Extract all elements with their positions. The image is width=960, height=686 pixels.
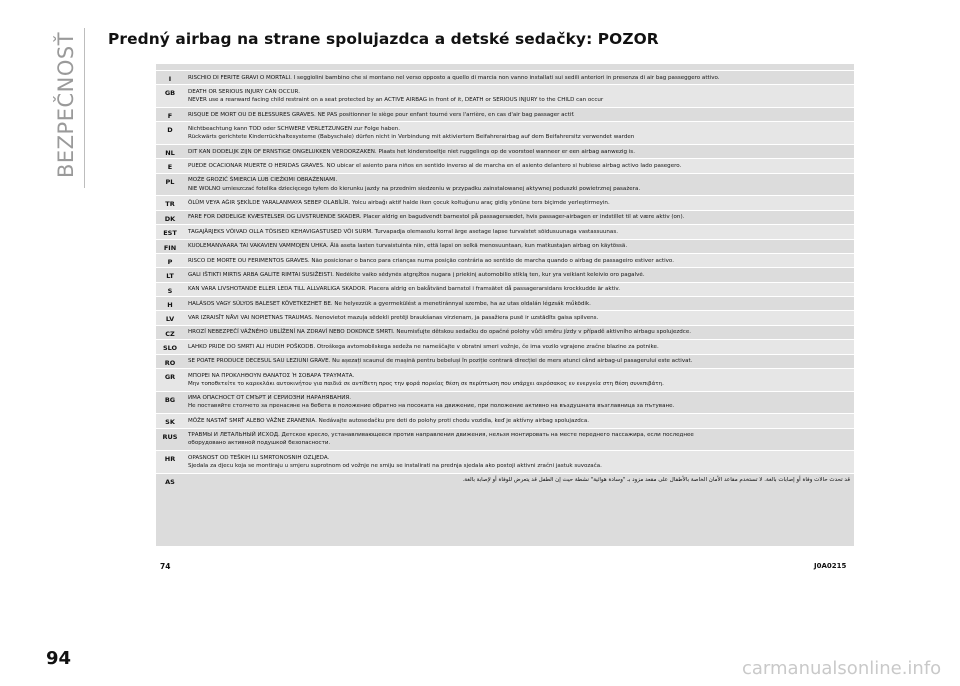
table-row xyxy=(156,339,854,353)
language-code: BG xyxy=(164,395,176,404)
warning-text: MÔŽE NASTAŤ SMRŤ ALEBO VÁŽNE ZRANENIA. Nedávajte autosedačku pre deti do polohy proti chodu vozidla, keď je aktívny airbag spolujazdca. xyxy=(188,417,590,424)
table-row xyxy=(156,224,854,238)
language-code: FIN xyxy=(163,243,177,252)
language-code: D xyxy=(167,126,173,135)
table-row xyxy=(156,473,854,487)
language-code: AS xyxy=(165,477,175,486)
watermark: carmanualsonline.info xyxy=(742,658,942,679)
language-code: PL xyxy=(165,177,175,186)
table-row xyxy=(156,253,854,267)
warning-text: ИМА ОПАСНОСТ ОТ СМЪРТ И СЕРИОЗНИ НАРАНЯВАНИЯ. Не поставяйте столчето за пренасяне на бебета в положение обратно на посоката на движение, при положение активно на въздушната възглавница за пътуване. xyxy=(188,395,675,410)
warning-text: FARE FOR DØDELIGE KVÆSTELSER OG LIVSTRUENDE SKADER. Placer aldrig en bagudvendt barnestol på passagersædet, hvis passager-airbagen er indstillet til at være aktiv (on). xyxy=(188,214,685,221)
warning-text: HALÁSOS VAGY SÚLYOS BALESET KÖVETKEZHET BE. Ne helyezzük a gyermekülést a menetiránnyal szembe, ha az utas oldalán légzsák működik. xyxy=(188,300,591,307)
language-code: EST xyxy=(163,229,177,238)
warning-text: OPASNOST OD TEŠKIH ILI SMRTONOSNIH OZLJEDA. Sjedala za djecu koja se montiraju u smjeru suprotnom od vožnje ne smiju se instalirati na prednja sjedala ako postoji aktivni zračni jastuk suvozača. xyxy=(188,454,602,469)
table-row xyxy=(156,210,854,224)
table-row xyxy=(156,144,854,158)
table-row xyxy=(156,391,854,414)
warning-text: TAGAJÄRJEKS VÕIVAD OLLA TÕSISED KEHAVIGASTUSED VÕI SURM. Turvapadja olemasolu korral ärge asetage lapse turvaistet sõidusuunaga vastassuunas. xyxy=(188,228,618,235)
language-code: SLO xyxy=(162,344,178,353)
warning-text: HROZÍ NEBEZPEČÍ VÁŽNÉHO UBLÍŽENÍ NA ZDRAVÍ NEBO DOKONCE SMRTI. Neumisťujte dětskou sedačku do opačné polohy vůči směru jízdy v případě aktivního airbagu spolujezdce. xyxy=(188,329,692,336)
warning-text: Nichtbeachtung kann TOD oder SCHWERE VERLETZUNGEN zur Folge haben. Rückwärts gerichtete Kinderrückhaltesysteme (Babyschale) dürfen nicht in Verbindung mit aktiviertem Beifahrerairbag auf dem Beifahrersitz verwendet warden xyxy=(188,125,635,141)
language-code: TR xyxy=(165,200,175,209)
figure-number: 74 xyxy=(160,562,171,571)
warning-text: PUEDE OCACIONAR MUERTE O HERIDAS GRAVES. NO ubicar el asiento para niños en sentido inverso al de marcha en el asiento delantero si hubiese airbag activo lado pasegero. xyxy=(188,162,682,169)
language-code: I xyxy=(168,75,172,83)
language-code: E xyxy=(167,163,173,172)
table-row xyxy=(156,368,854,391)
warning-text: DIT KAN DODELIJK ZIJN OF ERNSTIGE ONGELUKKEN VEROORZAKEN. Plaats het kinderstoeltje niet ruggelings op de voorstoel wanneer er een airbag aanwezig is. xyxy=(188,148,635,155)
warning-text: ТРАВМЫ И ЛЕТАЛЬНЫЙ ИСХОД. Детское кресло, устанавливающееся против направления движения, нельзя монтировать на месте переднего пассажира, если последнее оборудовано активной подушкой безопасности. xyxy=(188,432,694,447)
language-code: GR xyxy=(164,373,176,382)
side-divider xyxy=(84,28,85,188)
page-number: 94 xyxy=(46,648,72,669)
table-row xyxy=(156,267,854,281)
table-row xyxy=(156,84,854,107)
warning-text: MOŻE GROZIĆ ŚMIERCIA LUB CIEŻKIMI OBRAŻENIAMI. NIE WOLNO umieszczać fotelika dziecięcego tyłem do kierunku jazdy na przednim siedzeniu w przypadku zainstalowanej aktywnej poduszki powietrznej pasażera. xyxy=(188,177,641,192)
warning-text: LAHKO PRIDE DO SMRTI ALI HUDIH POŠKODB. Otroškega avtomobilskega sedeža ne nameščajte v obratni smeri vožnje, če ima vozilo vgrajene zračne blazine za potnike. xyxy=(188,343,659,350)
figure-code: J0A0215 xyxy=(814,562,847,570)
table-row xyxy=(156,70,854,84)
table-row xyxy=(156,450,854,473)
warning-text: RISQUE DE MORT OU DE BLESSURES GRAVES. NE PAS positionner le siège pour enfant tourné vers l'arrière, en cas d'air bag passager actif. xyxy=(188,111,575,118)
table-row xyxy=(156,195,854,209)
table-row xyxy=(156,428,854,451)
language-code: S xyxy=(167,286,173,295)
table-row xyxy=(156,413,854,427)
warning-text: SE POATE PRODUCE DECESUL SAU LEZIUNI GRAVE. Nu așezați scaunul de mașină pentru bebeluși în poziție contrară direcției de mers atunci când airbag-ul pasagerului este activat. xyxy=(188,358,693,365)
table-row xyxy=(156,107,854,121)
table-row xyxy=(156,354,854,368)
warning-text: DEATH OR SERIOUS INJURY CAN OCCUR. NEVER use a rearward facing child restraint on a seat protected by an ACTIVE AIRBAG in front of it, DEATH or SERIOUS INJURY to the CHILD can occur xyxy=(188,88,604,104)
section-side-title xyxy=(46,30,86,180)
warning-text: VAR IZRAISĪT NĀVI VAI NOPIETNAS TRAUMAS. Nenovietot mazuļa sēdekli pretēji braukšanas virzienam, ja pasažiera pusē ir uzstādīts gaisa spilvens. xyxy=(188,315,599,322)
language-code: HR xyxy=(164,455,176,464)
table-row xyxy=(156,282,854,296)
language-code: NL xyxy=(165,148,175,157)
table-row xyxy=(156,158,854,172)
warning-text: KAN VARA LIVSHOTANDE ELLER LEDA TILL ALLVARLIGA SKADOR. Placera aldrig en bakåtvänd barnstol i framsätet då passagerarsidans krockkudde är aktiv. xyxy=(188,286,620,293)
language-code: CZ xyxy=(165,329,175,338)
language-code: DK xyxy=(164,214,176,223)
table-row xyxy=(156,121,854,144)
table-row xyxy=(156,173,854,196)
language-code: LT xyxy=(166,272,174,281)
language-code: H xyxy=(167,301,173,310)
table-row xyxy=(156,310,854,324)
language-code: RO xyxy=(164,358,176,367)
warning-table xyxy=(156,70,854,487)
language-code: F xyxy=(167,111,173,120)
section-side-title-text: BEZPEČNOSŤ xyxy=(54,31,78,179)
language-code: RUS xyxy=(162,432,178,441)
page-title: Predný airbag na strane spolujazdca a detské sedačky: POZOR xyxy=(108,30,659,48)
language-code: SK xyxy=(165,418,175,427)
table-row xyxy=(156,296,854,310)
warning-text: GALI IŠTIKTI MIRTIS ARBA GALITE RIMTAI SUSIŽEISTI. Nedėkite vaiko sėdynės atgręžtos nugara į priekinį automobilio stiklą ten, kur yra veikiant keleivio oro pagalvė. xyxy=(188,271,645,278)
warning-label-panel xyxy=(156,64,854,546)
warning-text: ÖLÜM VEYA AĞIR ŞEKİLDE YARALANMAYA SEBEP OLABİLİR. Yolcu airbağı aktif halde iken çocuk koltuğunu araç gidiş yönüne ters biçimde yerleştirmeyin. xyxy=(188,199,610,206)
warning-text: KUOLEMANVAARA TAI VAKAVIEN VAMMOJEN UHKA. Älä aseta lasten turvaistuinta niin, että lapsi on selkä menosuuntaan, kun matkustajan airbag on käytössä. xyxy=(188,243,628,250)
table-row xyxy=(156,325,854,339)
table-row xyxy=(156,239,854,253)
language-code: LV xyxy=(165,315,175,324)
warning-text: RISCHIO DI FERITE GRAVI O MORTALI. I seggiolini bambino che si montano nel verso opposto a quello di marcia non vanno installati sui sedili anteriori in presenza di air bag passeggero attivo. xyxy=(188,74,720,81)
language-code: P xyxy=(167,257,173,266)
language-code: GB xyxy=(164,89,176,98)
warning-text: قد تحدث حالات وفاة أو إصابات بالغة. لا تستخدم مقاعد الأمان الخاصة بالأطفال على مقعد مزود بـ "وسادة هوائية" نشطة حيث إن الطفل قد يتعرض للوفاة أو لإصابة بالغة. xyxy=(462,477,850,484)
warning-text: RISCO DE MORTE OU FERIMENTOS GRAVES. Não posicionar o banco para crianças numa posição contrária ao sentido de marcha quando o airbag de passageiro estiver activo. xyxy=(188,257,674,264)
warning-text: ΜΠΟΡΕΙ ΝΑ ΠΡΟΚΛΗΘΟΥΝ ΘΑΝΑΤΟΣ Ή ΣΟΒΑΡΑ ΤΡΑΥΜΑΤΑ. Μην τοποθετείτε το καρεκλάκι αυτοκινήτου για παιδιά σε αντίθετη προς την φορά πορείας θέση σε περίπτωση που υπάρχει αερόσακος εν ενεργεία στη θέση συνεπιβάτη. xyxy=(188,372,664,387)
